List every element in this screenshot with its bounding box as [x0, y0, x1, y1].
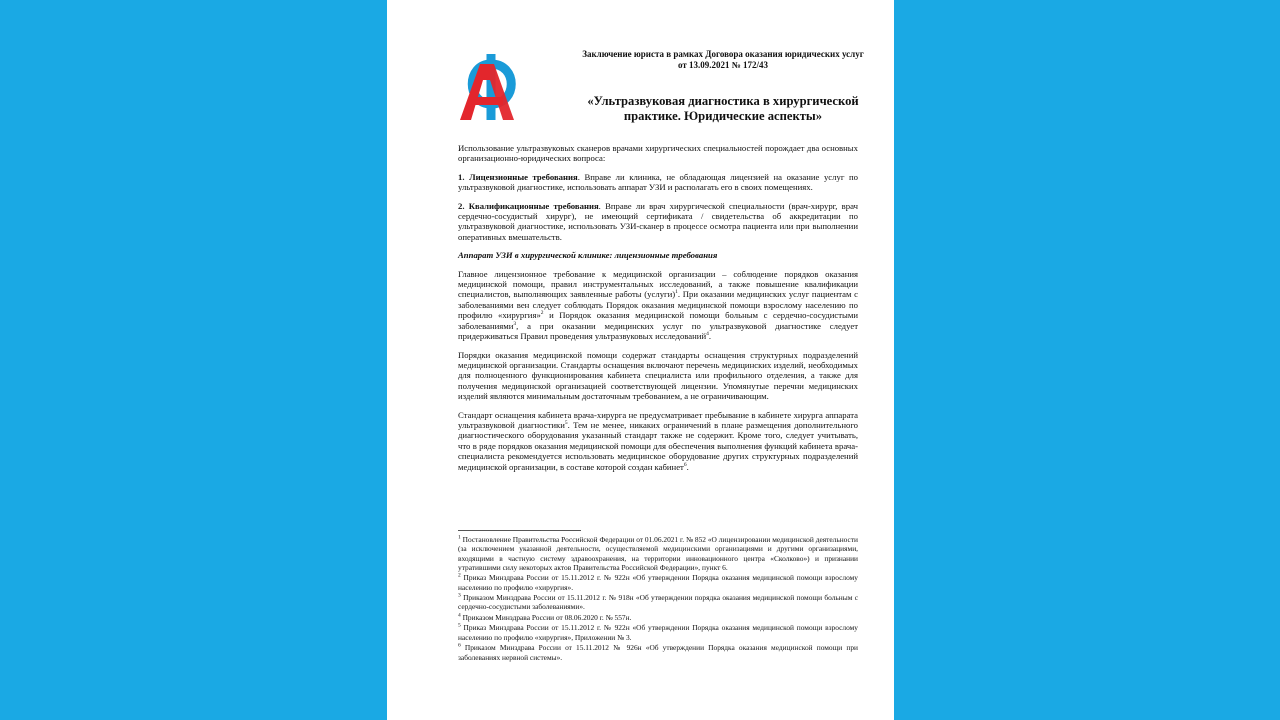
question-1: [458, 172, 858, 193]
footnote-number: 4: [458, 612, 461, 619]
paragraph-surgeon-office: [458, 410, 858, 472]
question-2-label: 2. Квалификационные требования: [458, 200, 599, 211]
paragraph-text: Стандарт оснащения кабинета врача-хирурга не предусматривает пребывание в кабинете хирурга аппарата ультразвуковой диагностики: [458, 409, 858, 430]
paragraph-text: , а при оказании медицинских услуг по ультразвуковой диагностике следует придерживаться Правил проведения ультразвуковых исследований: [458, 320, 858, 342]
footnote-text: Приказом Минздрава России от 08.06.2020 г. № 557н.: [460, 612, 632, 622]
paragraph-text: Главное лицензионное требование к медицинской организации – соблюдение порядков оказания медицинской помощи, правил инструментальных исследований, а также повышение квалификации специалистов, выполняющих заявленные работы (услуги): [458, 268, 858, 300]
af-logo-icon: [460, 50, 522, 124]
paragraph-standards: Порядки оказания медицинской помощи содержат стандарты оснащения структурных подразделений медицинской организации. Стандарты оснащения включают перечень медицинских изделий, необходимых для полноценного функционирования кабинета специалиста или профильного отделения, а также для получения медицинской организацией соответствующей лицензии. Упомянутые перечни медицинских изделий являются минимальным достаточным требованием, а не ограничивающим.: [458, 349, 858, 402]
footnote-separator: [458, 530, 581, 531]
paragraph-text: .: [708, 331, 712, 342]
footnote-number: 2: [458, 572, 461, 579]
footnote: [458, 535, 858, 572]
footnote-text: Постановление Правительства Российской Федерации от 01.06.2021 г. № 852 «О лицензировании медицинской деятельности (за исключением указанной деятельности, осуществляемой медицинскими организациями и другими организациями, входящими в частную систему здравоохранения, на территории инновационного центра «Сколково») и признании утратившими силу некоторых актов Правительства Российской Федерации», пункт 6.: [458, 535, 858, 572]
footnote: [458, 613, 858, 622]
paragraph-text: . При оказании медицинских услуг пациентам с заболеваниями вен следует соблюдать Порядок оказания медицинской помощи взрослому населению по профилю «хирургия»: [458, 289, 859, 321]
footnote-number: 1: [458, 534, 461, 541]
footnote-text: Приказом Минздрава России от 15.11.2012 № 926н «Об утверждении Порядка оказания медицинской помощи при заболеваниях нервной системы».: [458, 643, 858, 662]
footnote-ref-5[interactable]: 5: [564, 420, 568, 427]
footnote-ref-3[interactable]: 3: [513, 320, 517, 327]
document-title: «Ультразвуковая диагностика в хирургической практике. Юридические аспекты»: [587, 94, 859, 123]
document-page: [387, 0, 894, 720]
footnote-ref-2[interactable]: 2: [540, 310, 544, 317]
footnote-number: 3: [458, 592, 461, 599]
paragraph-text: . Тем не менее, никаких ограничений в плане размещения дополнительного диагностического оборудования указанный стандарт также не содержит. Кроме того, следует учитывать, что в ряде порядков оказания медицинской помощи для обеспечения выполнения функций кабинета врача-специалиста рекомендуется использовать медицинское оборудование других структурных подразделений медицинской организации, в составе которой создан кабинет: [458, 419, 859, 472]
question-2: [458, 201, 858, 243]
footnote-ref-4[interactable]: 4: [706, 331, 709, 338]
footnote-text: Приказ Минздрава России от 15.11.2012 г. № 922н «Об утверждении Порядка оказания медицинской помощи взрослому населению по профилю «хирургия».: [458, 573, 858, 592]
footnote-ref-1[interactable]: 1: [675, 289, 678, 296]
footnotes: [458, 535, 858, 663]
footnote-text: Приказ Минздрава России от 15.11.2012 г. № 922н «Об утверждении Порядка оказания медицинской помощи взрослому населению по профилю «хирургия», Приложении № 3.: [458, 623, 858, 642]
footnote-number: 5: [458, 622, 461, 629]
intro-paragraph: Использование ультразвуковых сканеров врачами хирургических специальностей порождает два основных организационно-юридических вопроса:: [458, 143, 858, 164]
question-2-text: . Вправе ли врач хирургической специальности (врач-хирург, врач сердечно-сосудистый хирург), не имеющий сертификата / свидетельства об аккредитации по ультразвуковой диагностике, использовать УЗИ-сканер в процессе осмотра пациента или при выполнении оперативных вмешательств.: [458, 200, 858, 242]
document-body: [458, 143, 858, 480]
contract-line: Заключение юриста в рамках Договора оказания юридических услуг от 13.09.2021 № 172/43: [582, 49, 864, 70]
paragraph-text: .: [686, 461, 689, 472]
footnote-number: 6: [458, 642, 461, 649]
footnote: [458, 593, 858, 612]
footnote-text: Приказом Минздрава России от 15.11.2012 г. № 918н «Об утверждении порядка оказания медицинской помощи больным с сердечно-сосудистыми заболеваниями».: [458, 593, 858, 612]
document-header: [579, 49, 867, 123]
footnote: [458, 643, 858, 662]
paragraph-licensing: [458, 269, 858, 342]
question-1-label: 1. Лицензионные требования: [458, 171, 578, 182]
footnote-ref-6[interactable]: 6: [683, 461, 687, 468]
footnote: [458, 573, 858, 592]
question-1-text: . Вправе ли клиника, не обладающая лицензией на оказание услуг по ультразвуковой диагностике, использовать аппарат УЗИ и располагать его в своих помещениях.: [458, 171, 858, 193]
footnote: [458, 623, 858, 642]
section-subheading: Аппарат УЗИ в хирургической клинике: лицензионные требования: [458, 250, 718, 261]
paragraph-text: и Порядок оказания медицинской помощи больным с сердечно-сосудистыми заболеваниями: [458, 310, 858, 331]
